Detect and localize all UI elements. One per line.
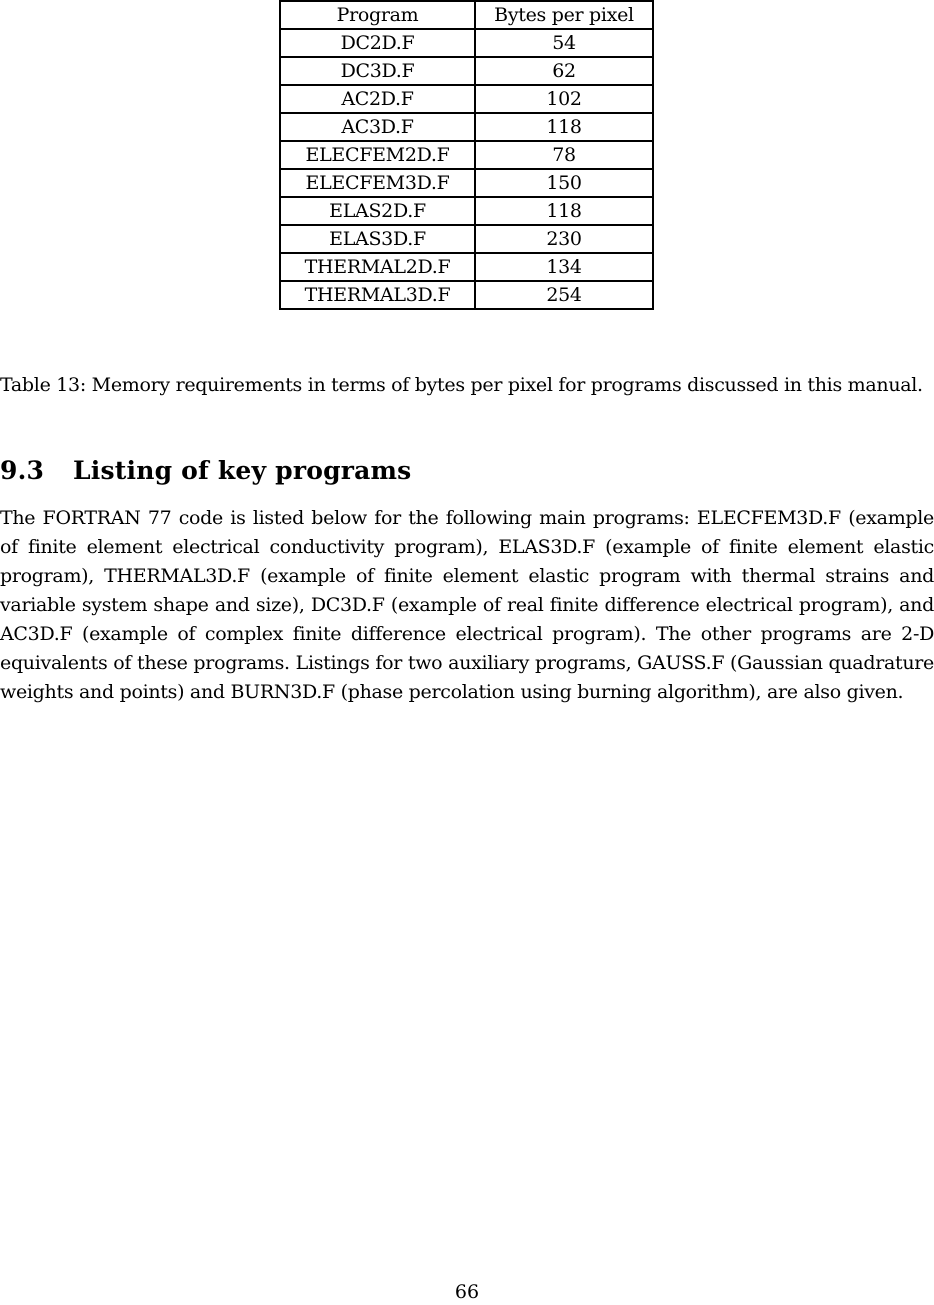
program-cell: AC3D.F (280, 113, 475, 141)
bytes-cell: 254 (475, 281, 653, 309)
program-cell: ELAS2D.F (280, 197, 475, 225)
section-title: Listing of key programs (73, 456, 412, 485)
bytes-cell: 230 (475, 225, 653, 253)
bytes-cell: 54 (475, 29, 653, 57)
bytes-cell: 62 (475, 57, 653, 85)
table-row (280, 85, 653, 113)
body-paragraph: The FORTRAN 77 code is listed below for the following main programs: ELECFEM3D.F (example of finite element electrical conductivity program), ELAS3D.F (example of finite element elastic program), THERMAL3D.F (example of finite element elastic program with thermal strains and variable system shape and size), DC3D.F (example of real finite difference electrical program), and AC3D.F (example of complex finite difference electrical program). The other programs are 2-D equivalents of these programs. Listings for two auxiliary programs, GAUSS.F (Gaussian quadrature weights and points) and BURN3D.F (phase percolation using burning algorithm), are also given. (0, 507, 934, 703)
program-cell: ELECFEM3D.F (280, 169, 475, 197)
section-number: 9.3 (0, 456, 45, 485)
page-number: 66 (454, 1281, 480, 1303)
column-header-bytes-per-pixel: Bytes per pixel (475, 1, 653, 29)
program-cell: DC3D.F (280, 57, 475, 85)
column-header-program: Program (280, 1, 475, 29)
memory-requirements-table (279, 0, 654, 310)
program-cell: THERMAL2D.F (280, 253, 475, 281)
program-cell: ELECFEM2D.F (280, 141, 475, 169)
bytes-cell: 118 (475, 113, 653, 141)
table-row (280, 113, 653, 141)
program-cell: DC2D.F (280, 29, 475, 57)
table-row (280, 225, 653, 253)
program-cell: ELAS3D.F (280, 225, 475, 253)
table-row (280, 169, 653, 197)
table-row (280, 29, 653, 57)
table-row (280, 253, 653, 281)
table-header-row (280, 1, 653, 29)
bytes-cell: 78 (475, 141, 653, 169)
program-cell: THERMAL3D.F (280, 281, 475, 309)
table-caption: Table 13: Memory requirements in terms of bytes per pixel for programs discussed in this manual. (0, 374, 923, 396)
program-cell: AC2D.F (280, 85, 475, 113)
table-row (280, 197, 653, 225)
bytes-cell: 118 (475, 197, 653, 225)
bytes-cell: 102 (475, 85, 653, 113)
table-row (280, 141, 653, 169)
bytes-cell: 150 (475, 169, 653, 197)
table-row (280, 281, 653, 309)
table-row (280, 57, 653, 85)
bytes-cell: 134 (475, 253, 653, 281)
section-heading (0, 453, 934, 489)
